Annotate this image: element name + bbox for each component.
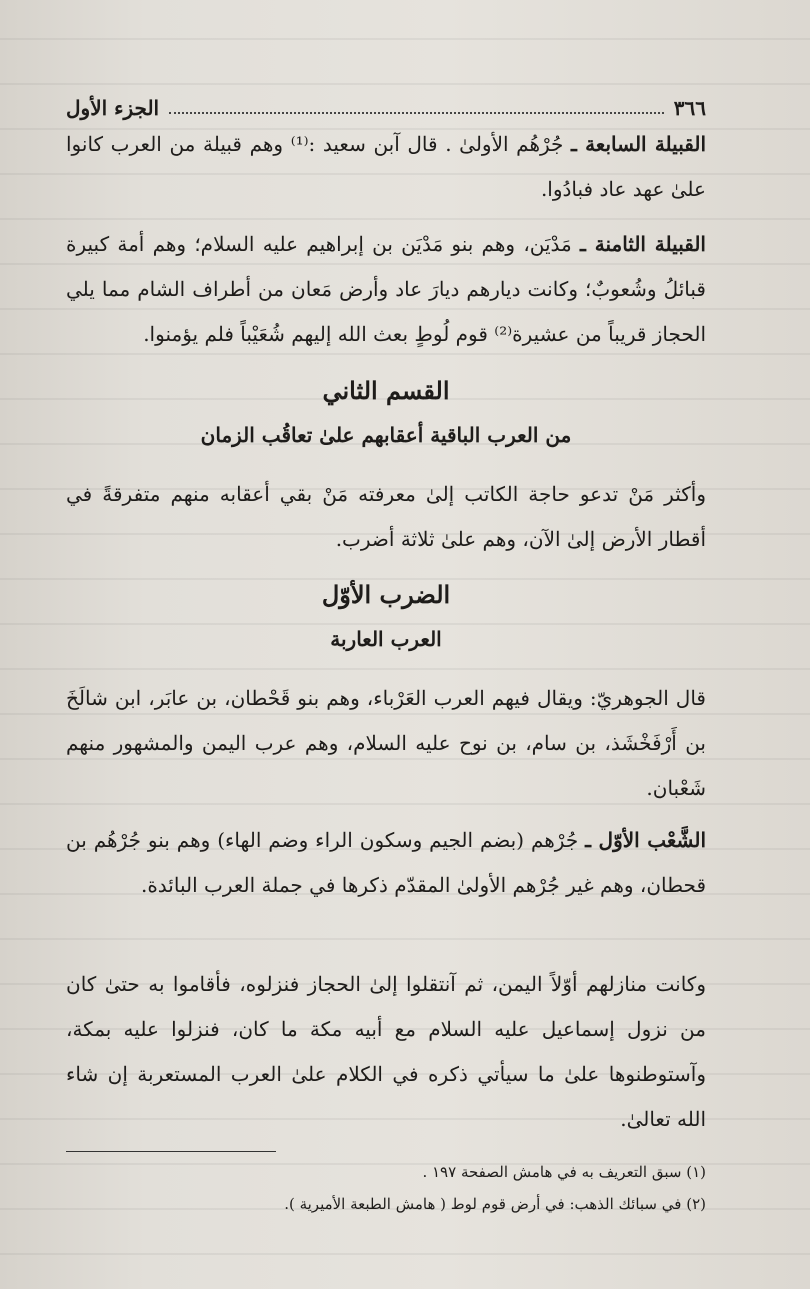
- paragraph-jurhum: [66, 818, 706, 908]
- paragraph-text: مَدْيَن، وهم بنو مَدْيَن بن إبراهيم عليه السلام؛ وهم أمة كبيرة قبائلُ وشُعوبٌ؛ وكانت ديارهم ديارَ عاد وأرض مَعان من أطراف الشام مما يلي الحجاز قريباً من عشيرة⁽²⁾ قوم لُوطٍ بعث الله إليهم شُعَيْباً فلم يؤمنوا.: [66, 232, 706, 346]
- running-header: [66, 86, 706, 120]
- footnote-2: (٢) في سبائك الذهب: في أرض قوم لوط ( هامش الطبعة الأميرية ).: [284, 1195, 706, 1213]
- paragraph-tribe-8: [66, 222, 706, 357]
- page-number: ٣٦٦: [673, 96, 706, 120]
- section-title: القسم الثاني: [322, 376, 450, 405]
- paragraph-text: وكانت منازلهم أوّلاً اليمن، ثم آنتقلوا إلىٰ الحجاز فنزلوه، فأقاموا به حتىٰ كان من نزول إسماعيل عليه السلام مع أبيه مكة ما كان، فنزلوا عليه بمكة، وآستوطنوها علىٰ ما سيأتي ذكره في الكلام علىٰ العرب المستعربة إن شاء الله تعالىٰ.: [66, 972, 706, 1131]
- paragraph-text: قال الجوهريّ: ويقال فيهم العرب العَرْباء، وهم بنو قَحْطان، بن عابَر، ابن شالَخَ بن أَرْفَخْشَذ، بن سام، بن نوح عليه السلام، وهم عرب اليمن والمشهور منهم شَعْبان.: [66, 686, 706, 800]
- paragraph-settlement: [66, 962, 706, 1142]
- paragraph-lead: القبيلة السابعة ـ: [571, 132, 707, 156]
- subsection-title: الضرب الأوّل: [321, 580, 451, 609]
- paragraph-text: جُرْهُم الأولىٰ . قال آبن سعيد :⁽¹⁾ وهم قبيلة من العرب كانوا علىٰ عهد عاد فبادُوا.: [66, 132, 706, 201]
- paragraph-lead: القبيلة الثامنة ـ: [580, 232, 706, 256]
- paragraph-text: وأكثر مَنْ تدعو حاجة الكاتب إلىٰ معرفته مَنْ بقي أعقابه منهم متفرقةً في أقطار الأرض إلىٰ الآن، وهم علىٰ ثلاثة أضرب.: [66, 482, 706, 551]
- footnote-separator: [66, 1151, 276, 1152]
- footnote-1: (١) سبق التعريف به في هامش الصفحة ١٩٧ .: [422, 1163, 706, 1181]
- paragraph-lead: الشَّعْب الأوّل ـ: [585, 828, 706, 852]
- header-section: الجزء الأول: [66, 96, 160, 120]
- paragraph-tribe-7: [66, 122, 706, 212]
- paragraph-text: جُرْهم (بضم الجيم وسكون الراء وضم الهاء) وهم بنو جُرْهُم بن قحطان، وهم غير جُرْهم الأولىٰ المقدّم ذكرها في جملة العرب البائدة.: [66, 828, 706, 897]
- paragraph-intro: [66, 472, 706, 562]
- paragraph-jawhari: [66, 676, 706, 811]
- section-subtitle: من العرب الباقية أعقابهم علىٰ تعاقُب الزمان: [200, 423, 572, 447]
- subsection-subtitle: العرب العاربة: [330, 627, 442, 651]
- header-dotted-leader: [169, 112, 664, 114]
